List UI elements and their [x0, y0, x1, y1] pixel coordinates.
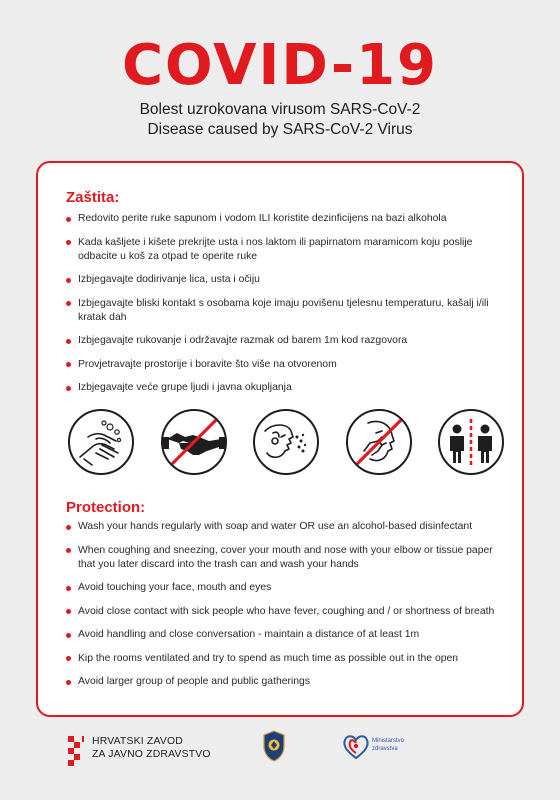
page-title: COVID-19	[121, 33, 439, 98]
list-item: When coughing and sneezing, cover your mouth and nose with your elbow or tissue paper that you later discard into the trash can and wash your hands	[66, 544, 506, 572]
english-heading: Protection:	[66, 499, 146, 516]
civil-protection-crest-icon	[262, 730, 286, 762]
footer	[0, 726, 560, 800]
list-item: Izbjegavajte bliski kontakt s osobama koje imaju povišenu tjelesnu temperaturu, kašalj i/ili kratak dah	[66, 297, 506, 325]
ministry-name	[372, 738, 404, 753]
list-item: Izbjegavajte veće grupe ljudi i javna okupljanja	[66, 381, 506, 395]
list-item: Avoid touching your face, mouth and eyes	[66, 581, 506, 595]
list-item: Avoid handling and close conversation - maintain a distance of at least 1m	[66, 628, 506, 642]
institute-name	[92, 735, 211, 761]
english-list	[66, 520, 506, 699]
ministry-line1: Ministarstvo	[372, 738, 405, 744]
list-item: Wash your hands regularly with soap and water OR use an alcohol-based disinfectant	[66, 520, 506, 534]
icons-row	[66, 407, 506, 483]
ministry-line2: zdravstva	[372, 745, 398, 752]
croatian-heading: Zaštita:	[66, 189, 120, 206]
institute-line2: ZA JAVNO ZDRAVSTVO	[92, 749, 211, 760]
list-item: Redovito perite ruke sapunom i vodom ILI koristite dezinficijens na bazi alkohola	[66, 212, 506, 226]
handshake-prohibited-icon	[159, 407, 229, 477]
face-touch-prohibited-icon	[344, 407, 414, 477]
hzjz-logo-icon	[66, 734, 88, 770]
list-item: Avoid close contact with sick people who have fever, coughing and / or shortness of breath	[66, 605, 506, 619]
subtitle-english: Disease caused by SARS-CoV-2 Virus	[147, 121, 413, 138]
distance-icon	[436, 407, 506, 477]
protection-card	[36, 161, 524, 717]
list-item: Avoid larger group of people and public gatherings	[66, 675, 506, 689]
subtitle-croatian: Bolest uzrokovana virusom SARS-CoV-2	[139, 101, 421, 118]
cough-sneeze-icon	[251, 407, 321, 477]
list-item: Izbjegavajte dodirivanje lica, usta i očiju	[66, 273, 506, 287]
ministry-heart-logo-icon	[341, 731, 371, 761]
list-item: Provjetravajte prostorije i boravite što više na otvorenom	[66, 358, 506, 372]
list-item: Izbjegavajte rukovanje i održavajte razmak od barem 1m kod razgovora	[66, 334, 506, 348]
list-item: Kip the rooms ventilated and try to spend as much time as possible out in the open	[66, 652, 506, 666]
institute-line1: HRVATSKI ZAVOD	[92, 736, 183, 747]
list-item: Kada kašljete i kišete prekrijte usta i nos laktom ili papirnatom maramicom koju poslije odbacite u koš za otpad te operite ruke	[66, 236, 506, 264]
croatian-list	[66, 212, 506, 405]
hand-washing-icon	[66, 407, 136, 477]
